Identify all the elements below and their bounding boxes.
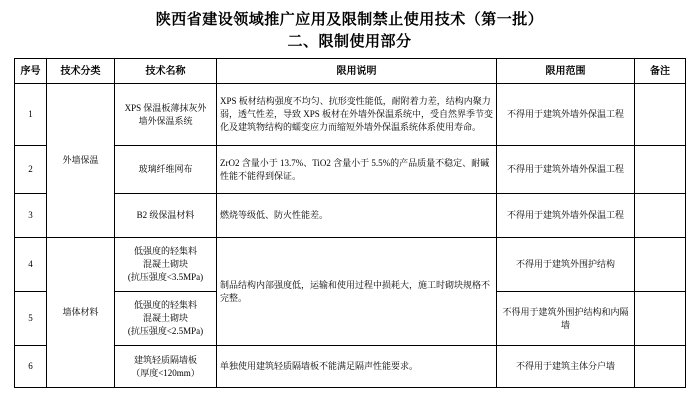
- cell-name-line: 墙外保温系统: [138, 115, 193, 126]
- cell-description: 燃烧等级低、防火性能差。: [217, 194, 497, 238]
- restricted-technology-table: [14, 58, 686, 388]
- cell-remark: [635, 346, 686, 388]
- cell-scope: 不得用于建筑外墙外保温工程: [497, 84, 635, 146]
- document-title-block: [14, 10, 685, 52]
- cell-remark: [635, 194, 686, 238]
- column-header-remark: 备注: [635, 59, 686, 84]
- cell-num: 4: [15, 238, 47, 292]
- cell-description: ZrO2 含量小于 13.7%、TiO2 含量小于 5.5%的产品质量不稳定、耐碱性能不能得到保证。: [217, 146, 497, 194]
- cell-remark: [635, 146, 686, 194]
- table-row: [15, 194, 686, 238]
- page-title: 陕西省建设领域推广应用及限制禁止使用技术（第一批）: [155, 12, 544, 28]
- cell-scope: 不得用于建筑外墙外保温工程: [497, 194, 635, 238]
- cell-name-line: 玻璃纤维网布: [138, 164, 193, 174]
- cell-scope: 不得用于建筑外围护结构和内隔墙: [497, 292, 635, 346]
- cell-name-line: 混凝土砌块: [142, 313, 188, 323]
- page-subtitle: 二、限制使用部分: [287, 34, 412, 50]
- column-header-category: 技术分类: [47, 59, 115, 84]
- cell-num: 1: [15, 84, 47, 146]
- cell-remark: [635, 238, 686, 292]
- cell-name: [115, 84, 217, 146]
- column-header-description: 限用说明: [217, 59, 497, 84]
- cell-num: 3: [15, 194, 47, 238]
- cell-num: 6: [15, 346, 47, 388]
- cell-name-line: (抗压强度<3.5MPa): [127, 272, 204, 282]
- cell-name: [115, 146, 217, 194]
- cell-scope: 不得用于建筑主体分户墙: [497, 346, 635, 388]
- cell-name: [115, 346, 217, 388]
- cell-description: XPS 板材结构强度不均匀、抗形变性能低，耐附着力差，结构内聚力弱，透气性差，导致 XPS 板材在外墙外保温系统中，受自然界季节变化及建筑物结构的蠕变应力而缩短外墙外保温系统体系使用寿命。: [217, 84, 497, 146]
- cell-category: 外墙保温: [47, 84, 115, 238]
- cell-remark: [635, 292, 686, 346]
- cell-category: 墙体材料: [47, 238, 115, 388]
- cell-name: [115, 292, 217, 346]
- cell-description: 制品结构内部强度低，运输和使用过程中损耗大，施工时砌块规格不完整。: [217, 238, 497, 346]
- cell-remark: [635, 84, 686, 146]
- cell-num: 5: [15, 292, 47, 346]
- cell-name-line: (抗压强度<2.5MPa): [127, 326, 204, 336]
- cell-num: 2: [15, 146, 47, 194]
- cell-name-line: 建筑轻质隔墙板: [133, 354, 197, 365]
- column-header-scope: 限用范围: [497, 59, 635, 84]
- cell-name-line: B2 级保温材料: [136, 210, 195, 220]
- cell-name: [115, 238, 217, 292]
- cell-scope: 不得用于建筑外围护结构: [497, 238, 635, 292]
- table-row: [15, 84, 686, 146]
- table-row: [15, 346, 686, 388]
- cell-name-line: XPS 保温板薄抹灰外: [124, 102, 207, 113]
- cell-scope: 不得用于建筑外墙外保温工程: [497, 146, 635, 194]
- cell-name-line: 混凝土砌块: [142, 259, 188, 269]
- column-header-num: 序号: [15, 59, 47, 84]
- table-header-row: [15, 59, 686, 84]
- cell-name-line: 低强度的轻集料: [133, 300, 197, 310]
- cell-description: 单独使用建筑轻质隔墙板不能满足隔声性能要求。: [217, 346, 497, 388]
- table-row: [15, 238, 686, 292]
- column-header-name: 技术名称: [115, 59, 217, 84]
- cell-name-line: 低强度的轻集料: [133, 246, 197, 256]
- table-row: [15, 146, 686, 194]
- cell-name-line: （厚度<120mm）: [131, 367, 200, 378]
- cell-name: [115, 194, 217, 238]
